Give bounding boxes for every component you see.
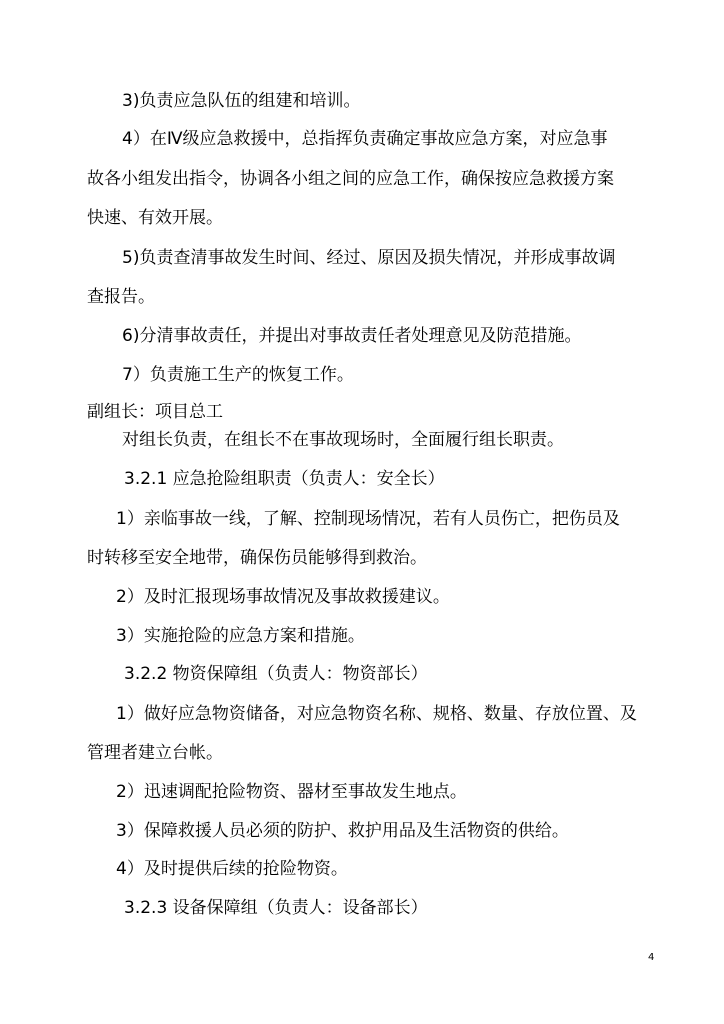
paragraph-line: 对组长负责，在组长不在事故现场时，全面履行组长职责。 xyxy=(122,430,564,450)
section-heading: 副组长：项目总工 xyxy=(87,402,223,422)
paragraph-line: 查报告。 xyxy=(87,287,155,307)
paragraph-line: 3)负责应急队伍的组建和培训。 xyxy=(122,91,361,111)
paragraph-line: 7）负责施工生产的恢复工作。 xyxy=(122,365,354,385)
paragraph-line: 1）做好应急物资储备，对应急物资名称、规格、数量、存放位置、及 xyxy=(116,704,637,724)
section-heading: 3.2.2 物资保障组（负责人：物资部长） xyxy=(124,664,428,684)
paragraph-line: 管理者建立台帐。 xyxy=(87,743,223,763)
paragraph-line: 2）及时汇报现场事故情况及事故救援建议。 xyxy=(116,587,450,607)
paragraph-line: 4）在Ⅳ级应急救援中，总指挥负责确定事故应急方案，对应急事 xyxy=(122,129,608,149)
paragraph-line: 5)负责查清事故发生时间、经过、原因及损失情况，并形成事故调 xyxy=(122,248,616,268)
paragraph-line: 6)分清事故责任，并提出对事故责任者处理意见及防范措施。 xyxy=(122,326,582,346)
paragraph-line: 故各小组发出指令，协调各小组之间的应急工作，确保按应急救援方案 xyxy=(87,169,614,189)
page-number: 4 xyxy=(648,952,655,963)
paragraph-line: 4）及时提供后续的抢险物资。 xyxy=(116,859,348,879)
section-heading: 3.2.1 应急抢险组职责（负责人：安全长） xyxy=(124,469,445,489)
paragraph-line: 3）保障救援人员必须的防护、救护用品及生活物资的供给。 xyxy=(116,821,569,841)
paragraph-line: 1）亲临事故一线，了解、控制现场情况，若有人员伤亡，把伤员及 xyxy=(116,509,620,529)
paragraph-line: 快速、有效开展。 xyxy=(87,208,223,228)
section-heading: 3.2.3 设备保障组（负责人：设备部长） xyxy=(124,898,428,918)
paragraph-line: 3）实施抢险的应急方案和措施。 xyxy=(116,626,365,646)
paragraph-line: 2）迅速调配抢险物资、器材至事故发生地点。 xyxy=(116,782,467,802)
paragraph-line: 时转移至安全地带，确保伤员能够得到救治。 xyxy=(87,548,427,568)
